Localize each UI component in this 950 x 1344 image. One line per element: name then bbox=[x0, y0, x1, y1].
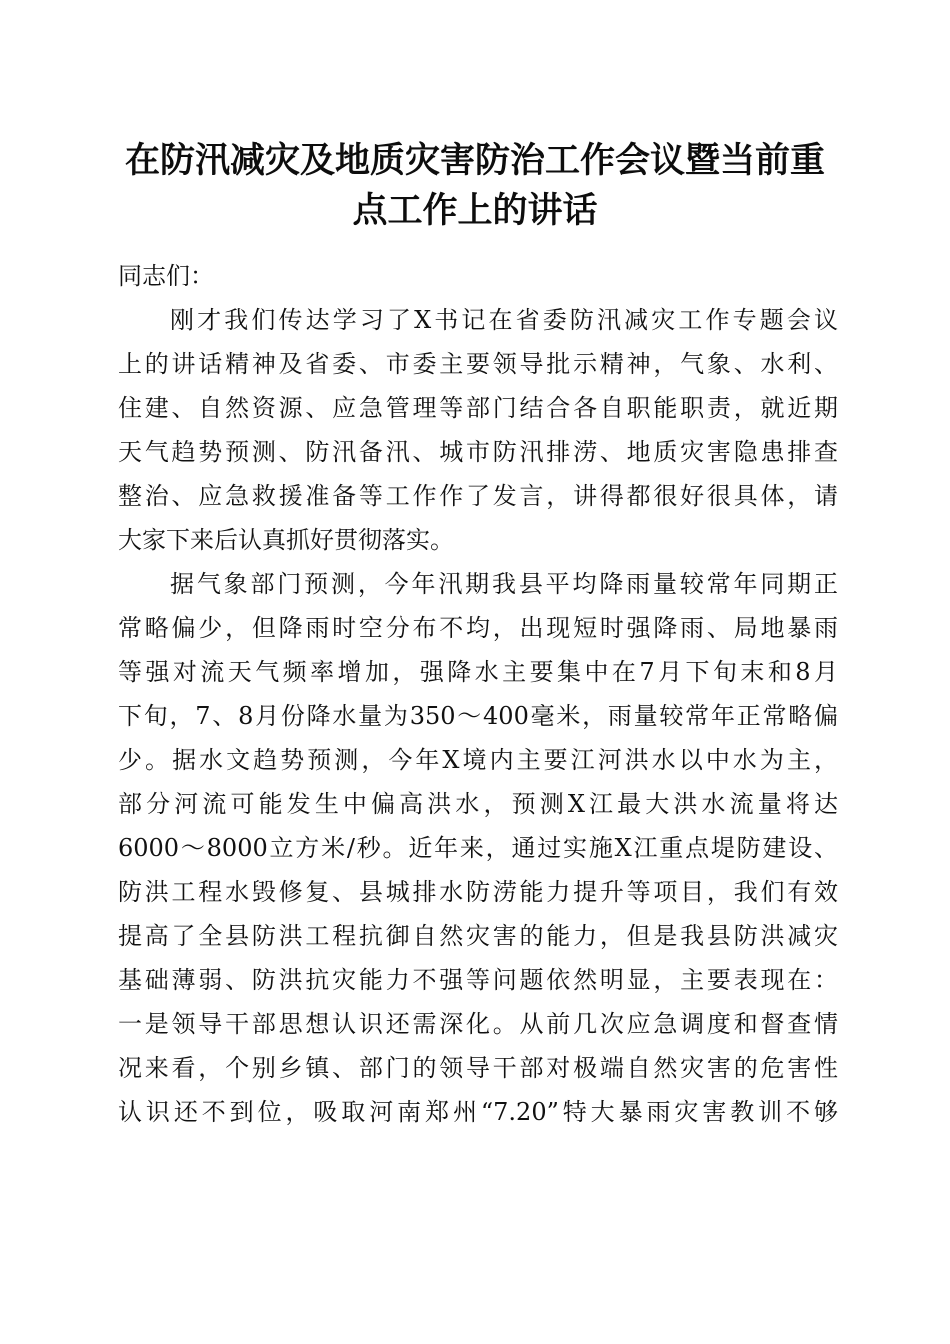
document-title bbox=[0, 136, 950, 236]
paragraph-line: 一是领导干部思想认识还需深化。从前几次应急调度和督查情 bbox=[118, 1010, 838, 1038]
paragraph-line: 天气趋势预测、防汛备汛、城市防汛排涝、地质灾害隐患排查 bbox=[118, 438, 838, 466]
paragraph-1 bbox=[118, 298, 838, 562]
document-body bbox=[118, 254, 838, 1134]
paragraph-line: 据气象部门预测，今年汛期我县平均降雨量较常年同期正 bbox=[170, 570, 838, 598]
paragraph-line: 防洪工程水毁修复、县城排水防涝能力提升等项目，我们有效 bbox=[118, 878, 838, 906]
paragraph-line: 刚才我们传达学习了X书记在省委防汛减灾工作专题会议 bbox=[170, 306, 838, 334]
paragraph-line: 认识还不到位，吸取河南郑州“7.20”特大暴雨灾害教训不够 bbox=[118, 1098, 838, 1126]
paragraph-line: 上的讲话精神及省委、市委主要领导批示精神，气象、水利、 bbox=[118, 350, 838, 378]
paragraph-line: 等强对流天气频率增加，强降水主要集中在7月下旬末和8月 bbox=[118, 658, 838, 686]
paragraph-line: 住建、自然资源、应急管理等部门结合各自职能职责，就近期 bbox=[118, 394, 838, 422]
title-line-1: 在防汛减灾及地质灾害防治工作会议暨当前重 bbox=[124, 140, 825, 181]
title-line-2: 点工作上的讲话 bbox=[352, 190, 598, 231]
paragraph-line: 况来看，个别乡镇、部门的领导干部对极端自然灾害的危害性 bbox=[118, 1054, 838, 1082]
paragraph-line: 提高了全县防洪工程抗御自然灾害的能力，但是我县防洪减灾 bbox=[118, 922, 838, 950]
paragraph-2 bbox=[118, 562, 838, 1134]
paragraph-line: 6000～8000立方米/秒。近年来，通过实施X江重点堤防建设、 bbox=[118, 834, 838, 862]
paragraph-line: 大家下来后认真抓好贯彻落实。 bbox=[118, 526, 454, 554]
paragraph-line: 基础薄弱、防洪抗灾能力不强等问题依然明显，主要表现在： bbox=[118, 966, 838, 994]
paragraph-line: 常略偏少，但降雨时空分布不均，出现短时强降雨、局地暴雨 bbox=[118, 614, 838, 642]
paragraph-line: 少。据水文趋势预测，今年X境内主要江河洪水以中水为主， bbox=[118, 746, 838, 774]
paragraph-line: 下旬，7、8月份降水量为350～400毫米，雨量较常年正常略偏 bbox=[118, 702, 838, 730]
salutation: 同志们： bbox=[118, 262, 214, 290]
paragraph-line: 部分河流可能发生中偏高洪水，预测X江最大洪水流量将达 bbox=[118, 790, 838, 818]
paragraph-line: 整治、应急救援准备等工作作了发言，讲得都很好很具体，请 bbox=[118, 482, 838, 510]
